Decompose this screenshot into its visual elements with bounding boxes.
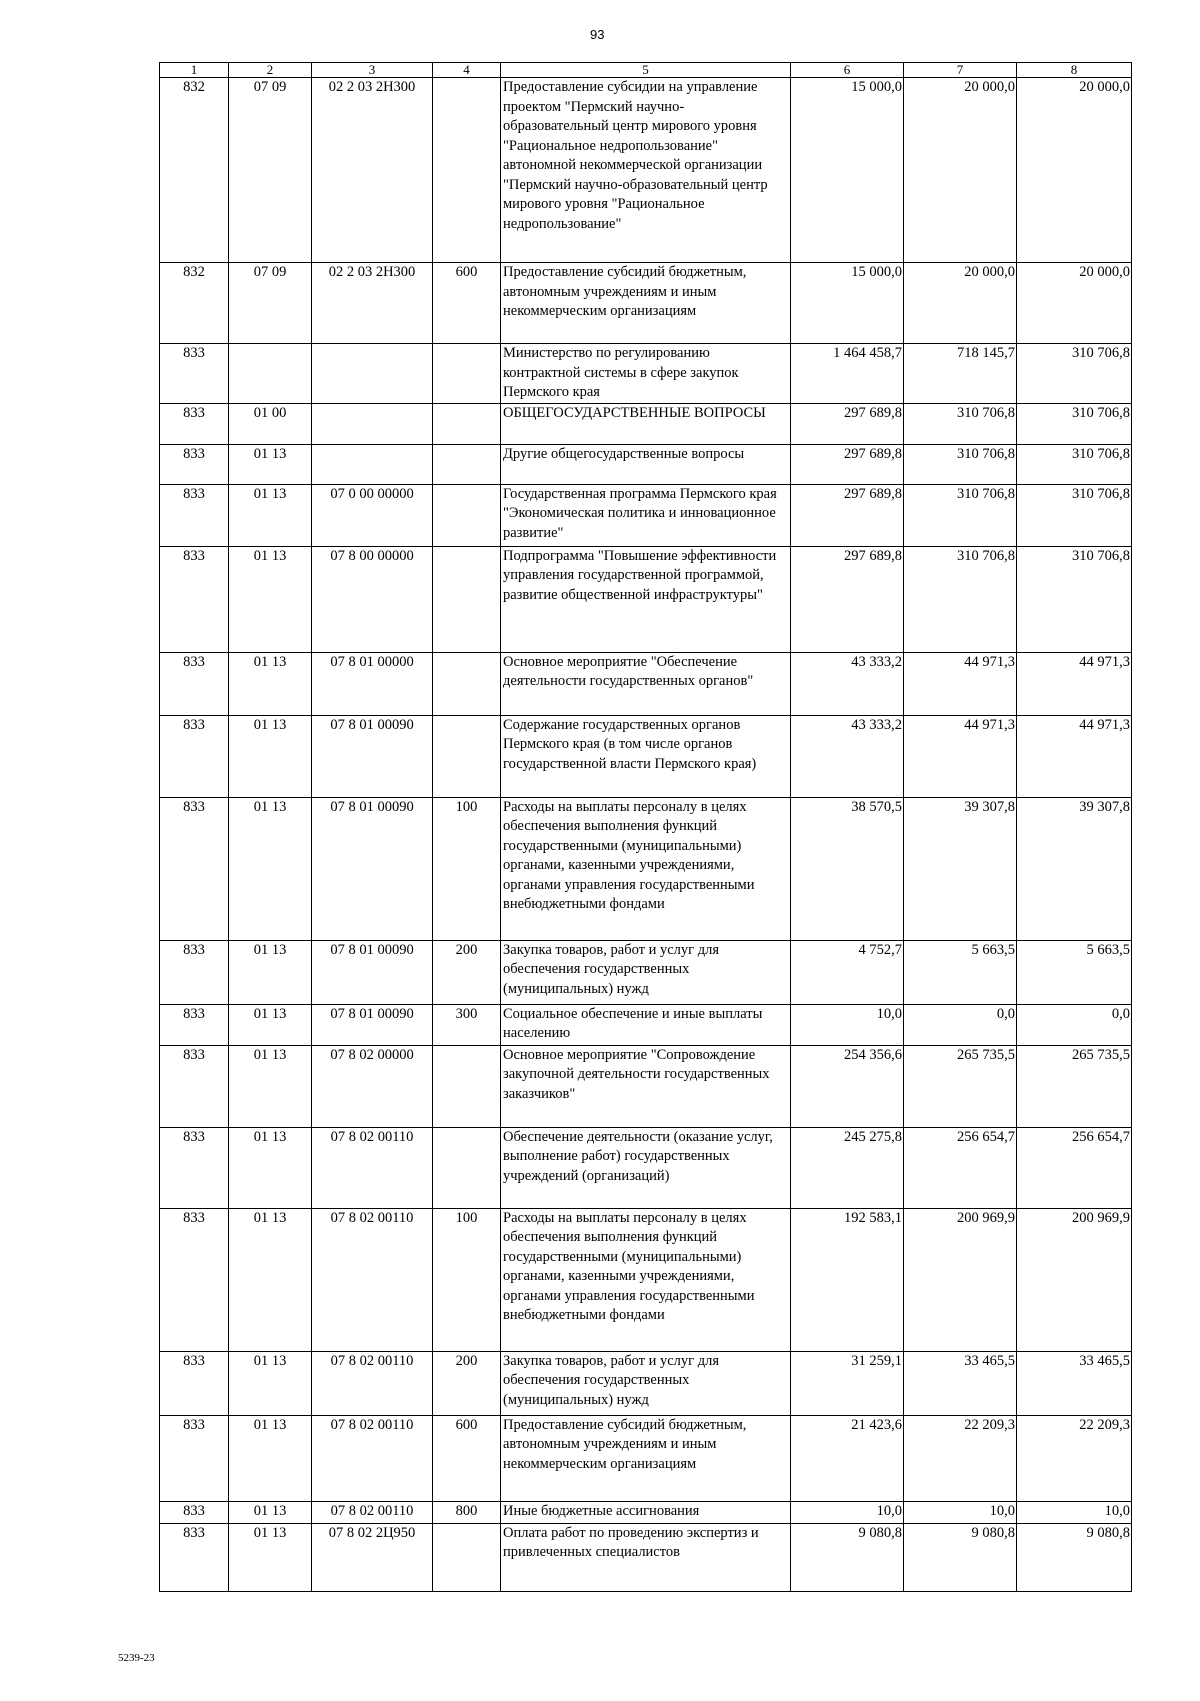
row-amount-year1: 245 275,8 (791, 1127, 904, 1208)
row-ministry-code: 833 (160, 344, 229, 404)
row-ministry-code: 833 (160, 940, 229, 1004)
row-amount-year3: 5 663,5 (1017, 940, 1132, 1004)
row-amount-year1: 297 689,8 (791, 444, 904, 484)
row-expense-type (433, 1127, 501, 1208)
row-target-article: 07 0 00 00000 (312, 484, 433, 546)
row-amount-year3: 256 654,7 (1017, 1127, 1132, 1208)
row-target-article: 07 8 02 00110 (312, 1208, 433, 1351)
row-amount-year1: 10,0 (791, 1501, 904, 1523)
row-target-article: 07 8 01 00090 (312, 797, 433, 940)
row-ministry-code: 833 (160, 1415, 229, 1501)
row-section-code: 07 09 (229, 263, 312, 344)
row-amount-year3: 310 706,8 (1017, 403, 1132, 444)
row-description: Оплата работ по проведению экспертиз и привлеченных специалистов (501, 1523, 791, 1591)
row-amount-year2: 22 209,3 (904, 1415, 1017, 1501)
row-expense-type (433, 444, 501, 484)
row-section-code: 01 13 (229, 797, 312, 940)
table-row (160, 940, 1132, 1004)
row-ministry-code: 833 (160, 484, 229, 546)
row-ministry-code: 833 (160, 1501, 229, 1523)
table-row (160, 444, 1132, 484)
row-amount-year1: 38 570,5 (791, 797, 904, 940)
column-header: 1 (160, 63, 229, 78)
row-ministry-code: 832 (160, 263, 229, 344)
table-row (160, 1004, 1132, 1045)
row-ministry-code: 833 (160, 1045, 229, 1127)
row-expense-type: 100 (433, 797, 501, 940)
row-section-code: 01 13 (229, 1415, 312, 1501)
row-section-code: 01 13 (229, 484, 312, 546)
row-amount-year1: 4 752,7 (791, 940, 904, 1004)
row-target-article: 07 8 02 00110 (312, 1415, 433, 1501)
row-section-code: 01 13 (229, 1127, 312, 1208)
row-expense-type: 200 (433, 940, 501, 1004)
row-ministry-code: 833 (160, 1004, 229, 1045)
row-target-article: 07 8 02 00110 (312, 1351, 433, 1415)
table-row (160, 652, 1132, 715)
row-amount-year3: 44 971,3 (1017, 652, 1132, 715)
row-section-code: 01 13 (229, 444, 312, 484)
row-section-code: 01 13 (229, 1004, 312, 1045)
table-body (160, 78, 1132, 1592)
row-amount-year2: 310 706,8 (904, 546, 1017, 652)
row-target-article: 07 8 00 00000 (312, 546, 433, 652)
row-expense-type (433, 715, 501, 797)
row-ministry-code: 833 (160, 546, 229, 652)
row-description: ОБЩЕГОСУДАРСТВЕННЫЕ ВОПРОСЫ (501, 403, 791, 444)
table-row (160, 403, 1132, 444)
page-number: 93 (590, 27, 605, 42)
row-expense-type: 200 (433, 1351, 501, 1415)
row-description: Министерство по регулированию контрактной системы в сфере закупок Пермского края (501, 344, 791, 404)
row-section-code: 01 13 (229, 1523, 312, 1591)
row-amount-year3: 44 971,3 (1017, 715, 1132, 797)
document-code: 5239-23 (118, 1652, 155, 1664)
row-amount-year2: 33 465,5 (904, 1351, 1017, 1415)
row-target-article: 07 8 01 00090 (312, 940, 433, 1004)
table-row (160, 1501, 1132, 1523)
row-amount-year3: 39 307,8 (1017, 797, 1132, 940)
row-expense-type: 100 (433, 1208, 501, 1351)
row-description: Расходы на выплаты персоналу в целях обеспечения выполнения функций государственными (муниципальными) органами, казенными учреждениями, органами управления государственными внебюджетными фондами (501, 1208, 791, 1351)
row-amount-year3: 310 706,8 (1017, 484, 1132, 546)
row-target-article: 07 8 02 2Ц950 (312, 1523, 433, 1591)
row-amount-year3: 22 209,3 (1017, 1415, 1132, 1501)
row-amount-year2: 718 145,7 (904, 344, 1017, 404)
row-description: Содержание государственных органов Пермского края (в том числе органов государственной власти Пермского края) (501, 715, 791, 797)
table-row (160, 344, 1132, 404)
row-amount-year1: 297 689,8 (791, 403, 904, 444)
row-target-article: 07 8 02 00110 (312, 1127, 433, 1208)
table-row (160, 1045, 1132, 1127)
row-amount-year3: 310 706,8 (1017, 444, 1132, 484)
row-ministry-code: 833 (160, 444, 229, 484)
row-amount-year2: 310 706,8 (904, 403, 1017, 444)
row-amount-year1: 192 583,1 (791, 1208, 904, 1351)
column-header: 3 (312, 63, 433, 78)
row-amount-year2: 256 654,7 (904, 1127, 1017, 1208)
table-row (160, 78, 1132, 263)
column-header: 6 (791, 63, 904, 78)
row-amount-year2: 265 735,5 (904, 1045, 1017, 1127)
row-ministry-code: 833 (160, 1127, 229, 1208)
row-description: Обеспечение деятельности (оказание услуг, выполнение работ) государственных учреждений (организаций) (501, 1127, 791, 1208)
row-amount-year1: 43 333,2 (791, 715, 904, 797)
row-amount-year3: 20 000,0 (1017, 263, 1132, 344)
row-amount-year1: 9 080,8 (791, 1523, 904, 1591)
table-row (160, 1523, 1132, 1591)
row-description: Закупка товаров, работ и услуг для обеспечения государственных (муниципальных) нужд (501, 1351, 791, 1415)
row-expense-type: 300 (433, 1004, 501, 1045)
row-target-article: 07 8 01 00000 (312, 652, 433, 715)
row-amount-year3: 33 465,5 (1017, 1351, 1132, 1415)
row-section-code: 01 13 (229, 546, 312, 652)
budget-table (159, 62, 1132, 1592)
row-target-article: 02 2 03 2Н300 (312, 78, 433, 263)
row-section-code: 07 09 (229, 78, 312, 263)
column-header: 7 (904, 63, 1017, 78)
row-expense-type (433, 484, 501, 546)
row-amount-year3: 310 706,8 (1017, 546, 1132, 652)
row-amount-year2: 10,0 (904, 1501, 1017, 1523)
row-amount-year1: 1 464 458,7 (791, 344, 904, 404)
row-expense-type (433, 652, 501, 715)
row-amount-year2: 20 000,0 (904, 78, 1017, 263)
row-ministry-code: 832 (160, 78, 229, 263)
row-target-article: 07 8 01 00090 (312, 715, 433, 797)
row-ministry-code: 833 (160, 797, 229, 940)
row-description: Иные бюджетные ассигнования (501, 1501, 791, 1523)
row-amount-year1: 15 000,0 (791, 78, 904, 263)
row-amount-year1: 21 423,6 (791, 1415, 904, 1501)
row-section-code: 01 13 (229, 1351, 312, 1415)
row-amount-year3: 200 969,9 (1017, 1208, 1132, 1351)
row-expense-type (433, 1523, 501, 1591)
row-amount-year2: 310 706,8 (904, 444, 1017, 484)
table-row (160, 1127, 1132, 1208)
row-amount-year2: 5 663,5 (904, 940, 1017, 1004)
row-amount-year2: 9 080,8 (904, 1523, 1017, 1591)
table-row (160, 715, 1132, 797)
row-amount-year3: 0,0 (1017, 1004, 1132, 1045)
row-description: Предоставление субсидий бюджетным, автономным учреждениям и иным некоммерческим организациям (501, 263, 791, 344)
row-description: Закупка товаров, работ и услуг для обеспечения государственных (муниципальных) нужд (501, 940, 791, 1004)
row-amount-year2: 44 971,3 (904, 715, 1017, 797)
row-section-code: 01 00 (229, 403, 312, 444)
row-description: Подпрограмма "Повышение эффективности управления государственной программой, развитие общественной инфраструктуры" (501, 546, 791, 652)
row-expense-type (433, 1045, 501, 1127)
row-ministry-code: 833 (160, 403, 229, 444)
row-target-article: 07 8 02 00000 (312, 1045, 433, 1127)
row-description: Государственная программа Пермского края "Экономическая политика и инновационное развитие" (501, 484, 791, 546)
row-expense-type (433, 546, 501, 652)
table-row (160, 1208, 1132, 1351)
row-section-code: 01 13 (229, 940, 312, 1004)
row-expense-type: 800 (433, 1501, 501, 1523)
row-amount-year2: 200 969,9 (904, 1208, 1017, 1351)
row-target-article (312, 344, 433, 404)
table-row (160, 263, 1132, 344)
column-header: 2 (229, 63, 312, 78)
column-header: 5 (501, 63, 791, 78)
column-header: 8 (1017, 63, 1132, 78)
row-expense-type: 600 (433, 1415, 501, 1501)
row-ministry-code: 833 (160, 1523, 229, 1591)
table-row (160, 484, 1132, 546)
row-description: Другие общегосударственные вопросы (501, 444, 791, 484)
row-description: Предоставление субсидии на управление проектом "Пермский научно-образовательный центр мирового уровня "Рациональное недропользование" автономной некоммерческой организации "Пермский научно-образовательный центр мирового уровня "Рациональное недропользование" (501, 78, 791, 263)
row-amount-year2: 44 971,3 (904, 652, 1017, 715)
row-target-article (312, 403, 433, 444)
row-amount-year2: 310 706,8 (904, 484, 1017, 546)
table-row (160, 797, 1132, 940)
row-description: Основное мероприятие "Обеспечение деятельности государственных органов" (501, 652, 791, 715)
row-section-code (229, 344, 312, 404)
row-ministry-code: 833 (160, 652, 229, 715)
row-amount-year1: 254 356,6 (791, 1045, 904, 1127)
row-ministry-code: 833 (160, 1208, 229, 1351)
row-section-code: 01 13 (229, 1045, 312, 1127)
row-ministry-code: 833 (160, 715, 229, 797)
row-description: Социальное обеспечение и иные выплаты населению (501, 1004, 791, 1045)
row-amount-year1: 43 333,2 (791, 652, 904, 715)
row-amount-year1: 10,0 (791, 1004, 904, 1045)
row-amount-year2: 39 307,8 (904, 797, 1017, 940)
row-amount-year1: 31 259,1 (791, 1351, 904, 1415)
row-section-code: 01 13 (229, 652, 312, 715)
row-ministry-code: 833 (160, 1351, 229, 1415)
table-row (160, 1415, 1132, 1501)
row-expense-type (433, 403, 501, 444)
row-amount-year3: 265 735,5 (1017, 1045, 1132, 1127)
row-description: Расходы на выплаты персоналу в целях обеспечения выполнения функций государственными (муниципальными) органами, казенными учреждениями, органами управления государственными внебюджетными фондами (501, 797, 791, 940)
row-amount-year1: 15 000,0 (791, 263, 904, 344)
row-target-article: 07 8 02 00110 (312, 1501, 433, 1523)
row-amount-year2: 20 000,0 (904, 263, 1017, 344)
row-amount-year3: 9 080,8 (1017, 1523, 1132, 1591)
row-amount-year1: 297 689,8 (791, 484, 904, 546)
row-expense-type (433, 344, 501, 404)
row-amount-year3: 10,0 (1017, 1501, 1132, 1523)
row-description: Основное мероприятие "Сопровождение закупочной деятельности государственных заказчиков" (501, 1045, 791, 1127)
column-header: 4 (433, 63, 501, 78)
row-amount-year2: 0,0 (904, 1004, 1017, 1045)
table-row (160, 1351, 1132, 1415)
row-target-article (312, 444, 433, 484)
row-target-article: 07 8 01 00090 (312, 1004, 433, 1045)
table-header-row (160, 63, 1132, 78)
table-row (160, 546, 1132, 652)
row-description: Предоставление субсидий бюджетным, автономным учреждениям и иным некоммерческим организациям (501, 1415, 791, 1501)
row-section-code: 01 13 (229, 1501, 312, 1523)
row-expense-type (433, 78, 501, 263)
row-amount-year3: 20 000,0 (1017, 78, 1132, 263)
row-section-code: 01 13 (229, 1208, 312, 1351)
row-target-article: 02 2 03 2Н300 (312, 263, 433, 344)
row-expense-type: 600 (433, 263, 501, 344)
row-amount-year1: 297 689,8 (791, 546, 904, 652)
row-amount-year3: 310 706,8 (1017, 344, 1132, 404)
row-section-code: 01 13 (229, 715, 312, 797)
